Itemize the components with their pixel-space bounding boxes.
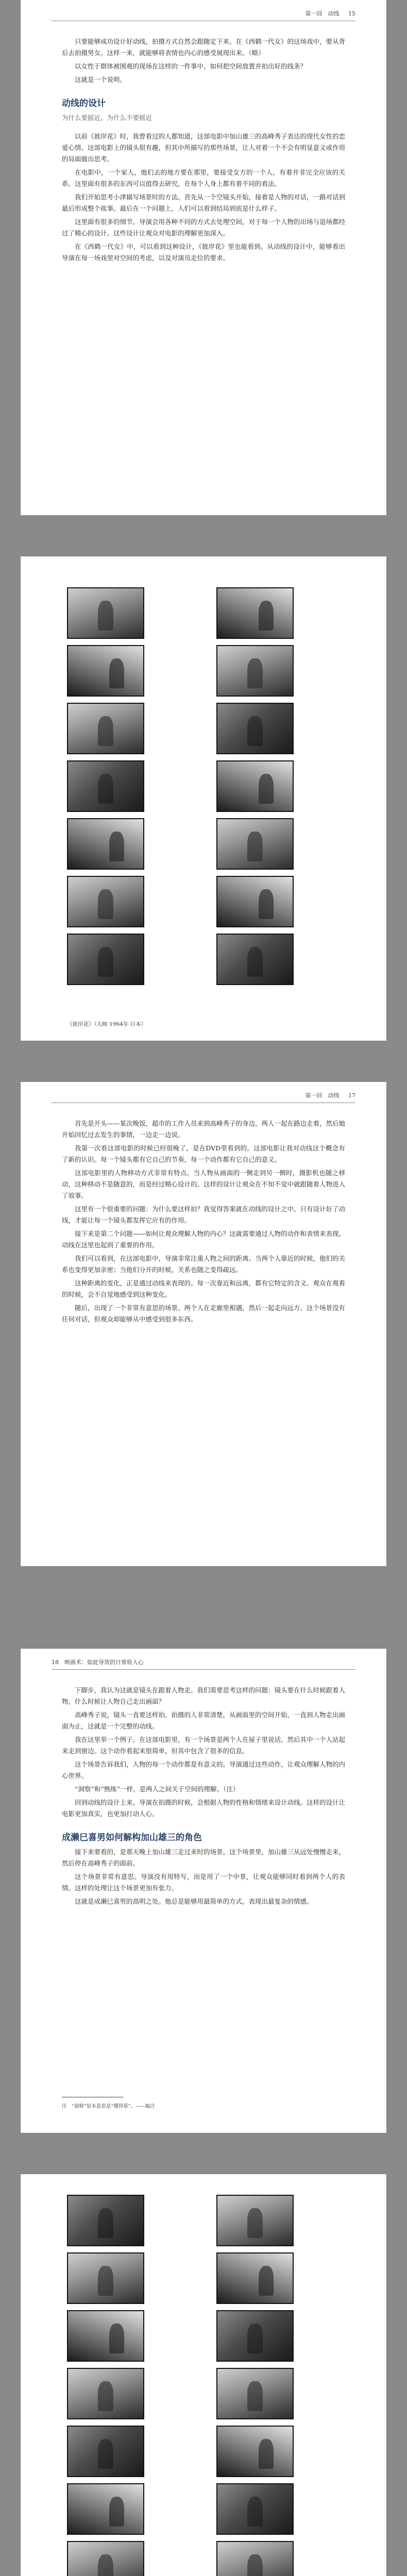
film-still <box>216 760 294 812</box>
film-still <box>216 2195 294 2246</box>
paragraph: 我们开始思考小津描写场景时的方法。首先从一个空镜头开始，接着是人物的对话，一路对话到最后形成整个故事。最后在一个问题上，人们可以看到结局到底是什么样子。 <box>62 193 346 212</box>
paragraph: 这部电影里的人物移动方式非常有特点。当人物从画面的一侧走到另一侧时，摄影机也随之移动，这种移动不是随意的，而是经过精心设计的。这样的设计让观众在不知不觉中就跟随着人物进入了故事。 <box>62 1169 346 1199</box>
film-strip-right <box>216 587 294 985</box>
chapter-label: 第一回 动线 <box>305 1092 340 1099</box>
page-2 <box>21 556 386 1041</box>
film-still <box>67 2310 144 2362</box>
section-title: 成濑巳喜男如何解构加山雄三的角色 <box>62 1833 202 1843</box>
paragraph: 回到动线的设计上来。导演在拍摄的时候，会根据人物的性格和情绪来设计动线。这样的设计让电影更加真实，也更加打动人心。 <box>62 1799 346 1818</box>
paragraph: 以女性于群体被围观的现场在这样的一件事中，如何把空间放置并拍出好的线条？ <box>75 62 307 70</box>
film-still <box>216 2426 294 2477</box>
film-still <box>67 2368 144 2419</box>
paragraph: 我第一次看这部电影的时候已经很晚了，是在DVD里看到的。这部电影让我对动线这个概念有了新的认识。每一个镜头都有它自己的节奏，每一个动作都有它自己的意义。 <box>62 1144 345 1163</box>
paragraph: 这种距离的变化，正是通过动线来表现的。每一次靠近和远离，都有它特定的含义。观众在观看的时候，会不自觉地感受到这种变化。 <box>62 1279 346 1298</box>
paragraph: 这就是一个说明。 <box>75 76 127 83</box>
film-still <box>216 703 294 754</box>
paragraph: “洞察”和“熟练”一样，是两人之间关于空间的理解。（注） <box>75 1785 240 1793</box>
paragraph: 接下来要看的，是那天晚上加山雄三走过来时的场景。这个场景里，加山雄三从远处慢慢走来，然后停在高峰秀子的面前。 <box>62 1848 346 1867</box>
page-4 <box>21 1649 386 2133</box>
page-5 <box>21 2174 386 2576</box>
film-strip-right <box>216 2195 294 2576</box>
paragraph: 这里面有很多的细节。导演会用各种不同的方式去处理空间，对于每一个人物的出场与退场都经过了精心的设计。这些设计让观众对电影的理解更加深入。 <box>62 218 346 237</box>
film-still <box>216 2541 294 2576</box>
paragraph: 随后，出现了一个非常有意思的场景。两个人在走廊里相遇，然后一起走向远方。这个场景没有任何对话，但观众却能够从中感受到很多东西。 <box>62 1304 346 1323</box>
film-still <box>216 818 294 870</box>
chapter-label: 第一回 动线 <box>305 10 340 17</box>
paragraph: 这个场景告诉我们，人物的每一个动作都是有意义的。导演通过这些动作，让观众理解人物的内心世界。 <box>62 1760 346 1780</box>
paragraph: 以前《彼岸花》时，我曾看过的人都知道，这部电影中加山雄三的高峰秀子表达的现代女性的恋爱心情。这部电影上的镜头很有趣，但其中所描写的那些场景，让人对着一个不会有明显意义或作用的局面做出思考。 <box>62 132 346 163</box>
paragraph: 我们可以看到，在这部电影中，导演非常注重人物之间的距离。当两个人靠近的时候，他们的关系也变得更加亲密；当他们分开的时候，关系也随之变得疏远。 <box>62 1255 346 1274</box>
paragraph: 这里有一个很重要的问题：为什么要这样拍？我觉得答案就在动线的设计之中。只有设计好了动线，才能让每一个镜头都发挥它应有的作用。 <box>62 1205 346 1224</box>
film-still <box>216 587 294 639</box>
figure-caption: 《彼岸花》（大映 1964年 日本） <box>67 1021 147 1027</box>
running-header <box>306 9 356 18</box>
film-still <box>216 2252 294 2304</box>
film-still <box>67 2541 144 2576</box>
film-still <box>216 934 294 985</box>
running-header <box>306 1091 356 1099</box>
film-still <box>216 2310 294 2362</box>
film-strip-left <box>67 2195 144 2576</box>
film-still <box>67 2195 144 2246</box>
page-1-body <box>62 36 345 266</box>
paragraph: 接下来是第二个问题——如何让观众理解人物的内心？这就需要通过人物的动作和表情来表现。动线在这里也起到了重要的作用。 <box>62 1230 346 1249</box>
film-still <box>67 2252 144 2304</box>
paragraph: 我在这里举一个例子。在这部电影里，有一个场景是两个人在屋子里说话，然后其中一个人站起来走到窗边。这个动作看起来很简单，但其中包含了很多的信息。 <box>62 1736 346 1755</box>
page-1 <box>21 0 386 515</box>
film-still <box>67 2426 144 2477</box>
paragraph: 在电影中，一个家人，他们去的地方要在那里，要接受女方的一个人，有着并非完全应该的关系。这里面有很多的东西可以值得去研究，在每个人身上都有着不同的看法。 <box>62 168 345 188</box>
page-number: 17 <box>348 1092 355 1099</box>
page-number: 15 <box>348 10 355 17</box>
film-still <box>67 934 144 985</box>
film-still <box>67 587 144 639</box>
film-still <box>67 876 144 927</box>
paragraph: 在《西鹤一代女》中，可以看到这种设计，《彼岸花》里也能看到。从动线的设计中，能够看出导演在每一场戏里对空间的考虑，以及对演员走位的要求。 <box>62 243 345 262</box>
film-still <box>216 2368 294 2419</box>
header-rule <box>52 1669 355 1670</box>
film-still <box>67 645 144 697</box>
film-strip-left <box>67 587 144 985</box>
paragraph: 这就是成濑巳喜男的高明之处。他总是能够用最简单的方式，表现出最复杂的情感。 <box>75 1897 313 1905</box>
paragraph: 高峰秀子说，镜头一直要这样拍。拍摄的人非常清楚，从画面里的空间开始，一直到人物走出画面为止，这就是一个完整的动线。 <box>62 1711 346 1730</box>
film-still <box>67 760 144 812</box>
film-still <box>67 818 144 870</box>
footnote: 注 “洞察”原本意思是“懂得看”。——编注 <box>62 2104 155 2109</box>
paragraph: 下脚步，我认为这就是镜头在跟着人物走。我们需要思考这样的问题：镜头要在什么时候跟着人物，什么时候让人物自己走出画面？ <box>62 1686 346 1705</box>
page-3 <box>21 1082 386 1566</box>
film-still <box>67 703 144 754</box>
film-still <box>216 645 294 697</box>
film-still <box>216 876 294 927</box>
paragraph: 这个场景非常有意思。导演没有用特写，而是用了一个中景，让观众能够同时看到两个人的表情。这样的处理让这个场景更加有张力。 <box>62 1873 345 1892</box>
film-still <box>67 2483 144 2535</box>
page-3-body <box>62 1118 345 1327</box>
paragraph: 只要能够成功设计好动线，拍摄方式自然会跟随定下来。在《西鹤一代女》的这场戏中，要从背后去拍摄男女。这样一来，就能够将表情也内心的感受展现出来。（略） <box>62 38 346 57</box>
section-title: 动线的设计 <box>62 98 106 109</box>
running-header: 18 映画术：如此导效的日常收入心 <box>52 1659 144 1666</box>
paragraph: 首先是开头——某次晚饭，超市的工作人员来到高峰秀子的身边，两人一起在路边走着，然后她开始回忆过去发生的事情，一边走一边说。 <box>62 1120 346 1139</box>
page-4-body <box>62 1685 345 1909</box>
film-still <box>216 2483 294 2535</box>
section-subtitle: 为什么要摇近，为什么不要摇近 <box>62 114 152 122</box>
